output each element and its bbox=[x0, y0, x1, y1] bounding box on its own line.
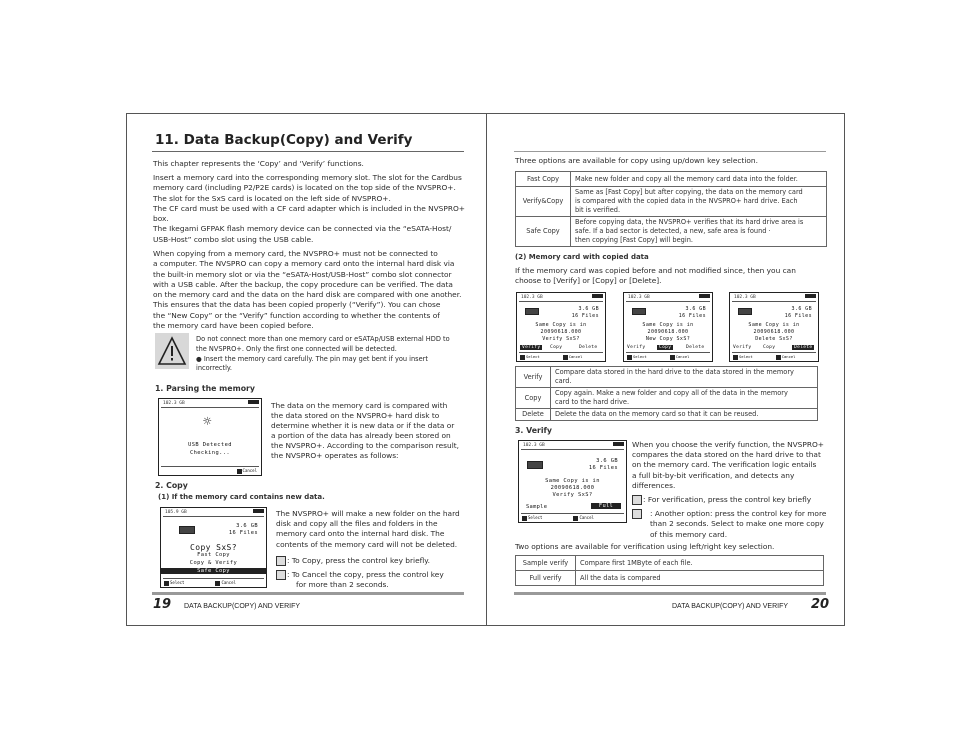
footer-rule bbox=[514, 592, 826, 595]
lcd-line: Same Copy is in bbox=[748, 322, 800, 328]
battery-icon bbox=[248, 400, 259, 404]
lcd-files: 16 Files bbox=[784, 313, 812, 319]
table-value-line: bit is verified. bbox=[575, 206, 621, 214]
control-key-hold-icon bbox=[276, 570, 286, 580]
lcd-size: 3.6 GB bbox=[596, 458, 618, 464]
table-row bbox=[516, 409, 818, 421]
warning-line: the NVSPRO+. Only the first one connected will be detected. bbox=[196, 344, 397, 353]
text-line: compares the data stored on the hard drive to that bbox=[632, 450, 821, 460]
table-value bbox=[551, 388, 818, 409]
lcd-option: Copy & Verify bbox=[189, 560, 238, 566]
lcd-option-selected: Delete bbox=[794, 345, 813, 350]
table-value-line: All the data is compared bbox=[580, 573, 661, 582]
battery-icon bbox=[592, 294, 603, 298]
table-row bbox=[516, 367, 818, 388]
text-line: determine whether it is new data or if the data or bbox=[271, 421, 455, 430]
verify-options-table bbox=[515, 555, 824, 586]
table-value-line: Before copying data, the NVSPRO+ verifies that its hard drive area is bbox=[575, 218, 804, 226]
text-line: of this memory card. bbox=[650, 529, 728, 539]
key-icon bbox=[670, 355, 675, 360]
warning-box bbox=[155, 333, 189, 369]
battery-icon bbox=[253, 509, 264, 513]
key-icon bbox=[573, 516, 578, 521]
copied-card-text bbox=[515, 266, 827, 287]
text-line: choose to [Verify] or [Copy] or [Delete]. bbox=[515, 276, 662, 286]
table-row bbox=[516, 217, 827, 247]
copy-text bbox=[276, 509, 471, 550]
lcd-line: Same Copy is in bbox=[535, 322, 587, 328]
lcd-question: Copy SxS? bbox=[190, 543, 237, 552]
lcd-footer bbox=[519, 352, 603, 360]
text-line: the NVSPRO+. According to the comparison result, bbox=[271, 441, 460, 450]
lcd-option: Verify bbox=[733, 345, 752, 350]
text-line: The data on the memory card is compared with bbox=[271, 401, 448, 410]
table-value-line: Compare data stored in the hard drive to the data stored in the memory bbox=[555, 368, 794, 376]
text-line: memory card onto the internal hard disk. The bbox=[276, 529, 445, 539]
lcd-size: 3.6 GB bbox=[236, 523, 258, 529]
table-value bbox=[571, 172, 827, 187]
lcd-line: 20090618.000 bbox=[647, 329, 689, 335]
key-icon bbox=[520, 355, 525, 360]
lcd-files: 16 Files bbox=[678, 313, 706, 319]
control-key-icon bbox=[632, 495, 642, 505]
table-value-line: card to the hard drive. bbox=[555, 398, 630, 406]
lcd-copy-sxs bbox=[160, 507, 267, 588]
table-key: Fast Copy bbox=[516, 172, 571, 187]
table-row bbox=[516, 571, 824, 586]
para-slots bbox=[153, 173, 473, 245]
footer-text-right: DATA BACKUP(COPY) AND VERIFY bbox=[672, 603, 789, 610]
section-verify-title: 3. Verify bbox=[515, 426, 552, 435]
table-value bbox=[576, 556, 824, 571]
lcd-usb-detected bbox=[158, 398, 262, 476]
verify-key-brief-text: : For verification, press the control key briefly bbox=[643, 495, 812, 504]
text-line: : Another option: press the control key for more bbox=[650, 509, 827, 518]
text-line: a full bit-by-bit verification, and detects any bbox=[632, 470, 795, 480]
table-value-line: Copy again. Make a new folder and copy all of the data in the memory bbox=[555, 389, 788, 397]
table-value-line: Compare first 1MByte of each file. bbox=[580, 558, 693, 567]
table-row bbox=[516, 388, 818, 409]
text-line: the memory card have been copied before. bbox=[153, 321, 314, 331]
battery-icon bbox=[613, 442, 624, 446]
lcd-footer bbox=[732, 352, 816, 360]
lcd-line: USB Detected bbox=[188, 442, 232, 448]
table-value bbox=[551, 367, 818, 388]
lcd-footer bbox=[626, 352, 710, 360]
lcd-line: 20090618.000 bbox=[540, 329, 582, 335]
lcd-line: 20090618.000 bbox=[550, 485, 595, 491]
lcd-footer-select: Select bbox=[170, 580, 185, 585]
table-key: Verify bbox=[516, 367, 551, 388]
lcd-option: Delete bbox=[579, 345, 598, 350]
card-icon bbox=[525, 308, 539, 315]
lcd-line: Delete SxS? bbox=[755, 336, 793, 342]
table-row bbox=[516, 187, 827, 217]
lcd-footer-cancel: Cancel bbox=[579, 515, 594, 520]
table-key: Safe Copy bbox=[516, 217, 571, 247]
lcd-option: Copy bbox=[763, 345, 776, 350]
table-value bbox=[571, 217, 827, 247]
key-icon bbox=[563, 355, 568, 360]
text-line: the built-in memory slot or via the “eSATA-Host/USB-Host” combo slot connector bbox=[153, 269, 452, 279]
lcd-option-selected: Verify bbox=[522, 345, 541, 350]
table-value bbox=[571, 187, 827, 217]
key-icon bbox=[733, 355, 738, 360]
lcd-footer-cancel: Cancel bbox=[675, 354, 690, 359]
lcd-files: 16 Files bbox=[588, 465, 618, 471]
text-line: differences. bbox=[632, 480, 676, 490]
text-line: box. bbox=[153, 214, 169, 224]
card-icon bbox=[632, 308, 646, 315]
verify-key-long-text bbox=[632, 509, 826, 540]
lcd-size: 3.6 GB bbox=[578, 306, 599, 312]
lcd-option-selected: Copy bbox=[659, 345, 672, 350]
para-copying bbox=[153, 249, 473, 331]
copy-key-long-text-2: for more than 2 seconds. bbox=[296, 580, 389, 589]
lcd-option: Delete bbox=[686, 345, 705, 350]
lcd-copied-option bbox=[729, 292, 819, 362]
table-value-line: Same as [Fast Copy] but after copying, the data on the memory card bbox=[575, 188, 803, 196]
lcd-line: Same Copy is in bbox=[545, 478, 600, 484]
battery-icon bbox=[699, 294, 710, 298]
table-value bbox=[576, 571, 824, 586]
text-line: a computer. The NVSPRO can copy a memory card onto the internal hard disk via bbox=[153, 259, 455, 269]
text-line: The NVSPRO+ will make a new folder on the hard bbox=[276, 509, 460, 518]
lcd-option: Fast Copy bbox=[197, 552, 230, 558]
lcd-capacity: 102.3 GB bbox=[521, 443, 624, 450]
verify-text bbox=[632, 440, 830, 491]
key-icon bbox=[164, 581, 169, 586]
lcd-footer-select: Select bbox=[528, 515, 543, 520]
lcd-size: 3.6 GB bbox=[791, 306, 812, 312]
text-line: The CF card must be used with a CF card adapter which is included in the NVSPRO+ bbox=[153, 203, 465, 213]
parsing-text bbox=[271, 401, 471, 461]
text-line: USB-Host” combo slot using the USB cable. bbox=[153, 234, 314, 244]
copy-key-long-text: : To Cancel the copy, press the control key bbox=[287, 570, 444, 579]
text-line: the data stored on the NVSPRO+ hard disk to bbox=[271, 411, 440, 420]
key-icon bbox=[215, 581, 220, 586]
lcd-option: Copy bbox=[550, 345, 563, 350]
table-key: Full verify bbox=[516, 571, 576, 586]
text-line: than 2 seconds. Select to make one more copy bbox=[650, 519, 824, 529]
lcd-capacity: 102.3 GB bbox=[519, 295, 603, 302]
lcd-capacity: 102.3 GB bbox=[626, 295, 710, 302]
text-line: Insert a memory card into the corresponding memory slot. The slot for the Cardbus bbox=[153, 173, 462, 182]
card-icon bbox=[738, 308, 752, 315]
verify-key-long bbox=[632, 509, 826, 540]
page-number-left: 19 bbox=[153, 597, 172, 612]
table-key: Verify&Copy bbox=[516, 187, 571, 217]
text-line: with a USB cable. After the backup, the copy procedure can be verified. The data bbox=[153, 279, 453, 289]
key-icon bbox=[627, 355, 632, 360]
lcd-copied-option bbox=[516, 292, 606, 362]
table-value-line: Make new folder and copy all the memory card data into the folder. bbox=[575, 174, 798, 183]
lcd-line: New Copy SxS? bbox=[645, 336, 691, 342]
lcd-capacity: 102.3 GB bbox=[161, 401, 259, 408]
title-rule bbox=[152, 151, 464, 152]
lcd-files: 16 Files bbox=[228, 530, 258, 536]
lcd-size: 3.6 GB bbox=[685, 306, 706, 312]
lcd-footer-select: Select bbox=[739, 354, 753, 359]
text-line: contents of the memory card will not be deleted. bbox=[276, 539, 458, 549]
lcd-footer-cancel: Cancel bbox=[781, 354, 796, 359]
table-row bbox=[516, 172, 827, 187]
text-line: The slot for the SxS card is located on the left side of NVSPRO+. bbox=[153, 193, 391, 203]
table-key: Sample verify bbox=[516, 556, 576, 571]
table-value bbox=[551, 409, 818, 421]
text-line: the NVSPRO+ operates as follows: bbox=[271, 451, 399, 460]
text-line: on the memory card. The verification logic entails bbox=[632, 460, 817, 470]
intro-text: This chapter represents the ‘Copy’ and ‘Verify’ functions. bbox=[153, 159, 364, 168]
verify-options-intro: Two options are available for verification using left/right key selection. bbox=[515, 542, 775, 551]
copy-key-long bbox=[276, 570, 444, 580]
lcd-option: Verify bbox=[627, 345, 646, 350]
text-line: a portion of the data has already been stored on bbox=[271, 431, 451, 440]
lcd-line: Checking... bbox=[189, 450, 231, 456]
lcd-line: Same Copy is in bbox=[642, 322, 694, 328]
warning-line: incorrectly. bbox=[196, 364, 232, 373]
lcd-option-selected: Safe Copy bbox=[161, 568, 266, 574]
text-line: When copying from a memory card, the NVSPRO+ must not be connected to bbox=[153, 249, 438, 258]
lcd-verify-mode bbox=[518, 440, 627, 523]
lcd-option-sample: Sample bbox=[526, 504, 548, 510]
lcd-files: 16 Files bbox=[571, 313, 599, 319]
section-copy-sub: (1) If the memory card contains new data. bbox=[158, 493, 325, 501]
lcd-line: Verify SxS? bbox=[542, 336, 580, 342]
lcd-copied-option bbox=[623, 292, 713, 362]
warning-line: Do not connect more than one memory card or eSATAp/USB external HDD to bbox=[196, 335, 450, 343]
lcd-footer-cancel: Cancel bbox=[242, 468, 257, 473]
spinner-icon: ☼ bbox=[203, 414, 212, 430]
table-value-line: Delete the data on the memory card so that it can be reused. bbox=[555, 410, 759, 418]
page-spine bbox=[486, 113, 487, 626]
text-line: If the memory card was copied before and not modified since, then you can bbox=[515, 266, 796, 275]
control-key-icon bbox=[276, 556, 286, 566]
control-key-hold-icon bbox=[632, 509, 642, 519]
copy-options-table bbox=[515, 171, 827, 247]
key-icon bbox=[522, 516, 527, 521]
section-parsing-title: 1. Parsing the memory bbox=[155, 384, 255, 393]
text-line: on the memory card and the data on the hard disk are compared with one another. bbox=[153, 290, 462, 300]
text-line: the “New Copy” or the “Verify” function according to whether the contents of bbox=[153, 310, 440, 320]
card-icon bbox=[179, 526, 195, 534]
copy-key-brief bbox=[276, 556, 430, 566]
lcd-capacity: 102.3 GB bbox=[732, 295, 816, 302]
verify-key-brief bbox=[632, 495, 811, 505]
key-icon bbox=[776, 355, 781, 360]
copied-options-table bbox=[515, 366, 818, 421]
warning-line: ● Insert the memory card carefully. The pin may get bent if you insert bbox=[196, 354, 428, 363]
text-line: disk and copy all the files and folders in the bbox=[276, 519, 438, 529]
table-value-line: card. bbox=[555, 377, 572, 385]
lcd-option-full: Full bbox=[591, 503, 621, 509]
text-line: The Ikegami GFPAK flash memory device can be connected via the “eSATA-Host/ bbox=[153, 224, 452, 234]
battery-icon bbox=[805, 294, 816, 298]
footer-rule bbox=[152, 592, 464, 595]
table-value-line: is compared with the copied data in the NVSPRO+ hard drive. Each bbox=[575, 197, 798, 205]
table-row bbox=[516, 556, 824, 571]
key-icon bbox=[237, 469, 242, 474]
text-line: This ensures that the data has been copied properly (“Verify”). You can chose bbox=[153, 300, 441, 310]
card-icon bbox=[527, 461, 543, 469]
section-copy-title: 2. Copy bbox=[155, 481, 188, 490]
table-key: Copy bbox=[516, 388, 551, 409]
page-title: 11. Data Backup(Copy) and Verify bbox=[155, 132, 413, 148]
table-value-line: then copying [Fast Copy] will begin. bbox=[575, 236, 693, 244]
copy-key-brief-text: : To Copy, press the control key briefly. bbox=[287, 556, 430, 565]
lcd-footer-cancel: Cancel bbox=[221, 580, 236, 585]
lcd-line: 20090618.000 bbox=[753, 329, 795, 335]
lcd-footer-cancel: Cancel bbox=[568, 354, 583, 359]
table-key: Delete bbox=[516, 409, 551, 421]
top-rule-right bbox=[514, 151, 826, 152]
copied-card-title: (2) Memory card with copied data bbox=[515, 253, 649, 261]
copy-options-intro: Three options are available for copy using up/down key selection. bbox=[515, 156, 758, 165]
lcd-line: Verify SxS? bbox=[552, 492, 593, 498]
table-value-line: safe. If a bad sector is detected, a new, safe area is found · bbox=[575, 227, 771, 235]
warning-icon bbox=[155, 333, 189, 369]
page-number-right: 20 bbox=[811, 597, 830, 612]
footer-text-left: DATA BACKUP(COPY) AND VERIFY bbox=[184, 603, 301, 610]
lcd-footer-select: Select bbox=[526, 354, 540, 359]
warning-text bbox=[196, 335, 471, 374]
lcd-footer-select: Select bbox=[633, 354, 647, 359]
text-line: When you choose the verify function, the NVSPRO+ bbox=[632, 440, 824, 449]
text-line: memory card (including P2/P2E cards) is located on the top side of the NVSPRO+. bbox=[153, 183, 456, 193]
lcd-capacity: 105.9 GB bbox=[163, 510, 264, 517]
